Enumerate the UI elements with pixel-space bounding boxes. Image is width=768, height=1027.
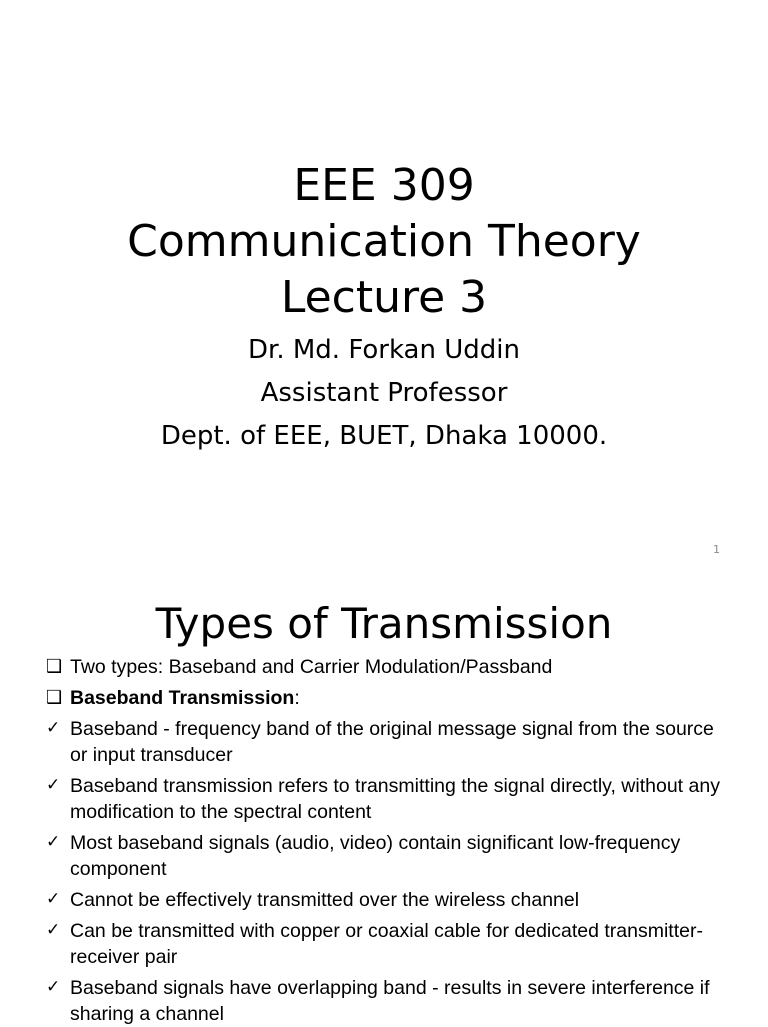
author-affiliation: Dept. of EEE, BUET, Dhaka 10000. xyxy=(160,421,608,451)
check-icon: ✓ xyxy=(46,920,61,940)
list-item: ✓ Baseband - frequency band of the original message signal from the source or input transducer xyxy=(46,718,714,766)
check-icon: ✓ xyxy=(46,977,61,997)
list-item: ✓ Baseband signals have overlapping band - results in severe interference if sharing a channel xyxy=(46,977,710,1025)
section-heading: Baseband Transmission xyxy=(70,687,295,709)
slide-number: 1 xyxy=(713,543,720,556)
list-item: ✓ Can be transmitted with copper or coaxial cable for dedicated transmitter-receiver pair xyxy=(46,920,703,968)
content-slide xyxy=(0,576,768,1024)
author-position: Assistant Professor xyxy=(260,378,508,408)
check-icon: ✓ xyxy=(46,718,61,738)
list-item: ❑ Baseband Transmission: xyxy=(46,687,300,709)
list-item: ✓ Most baseband signals (audio, video) contain significant low-frequency component xyxy=(46,832,681,880)
box-icon: ❑ xyxy=(46,687,63,708)
lecture-number: Lecture 3 xyxy=(280,272,488,323)
check-icon: ✓ xyxy=(46,889,61,909)
course-title: Communication Theory xyxy=(127,216,641,267)
slide-title: Types of Transmission xyxy=(155,599,613,648)
bullet-list xyxy=(46,654,728,1027)
list-item: ✓ Cannot be effectively transmitted over the wireless channel xyxy=(46,889,580,911)
course-code: EEE 309 xyxy=(293,160,475,211)
check-icon: ✓ xyxy=(46,832,61,852)
list-item: ✓ Baseband transmission refers to transmitting the signal directly, without any modification to the spectral content xyxy=(46,775,720,823)
list-item: ❑ Two types: Baseband and Carrier Modulation/Passband xyxy=(46,656,553,678)
author-name: Dr. Md. Forkan Uddin xyxy=(248,335,520,365)
box-icon: ❑ xyxy=(46,656,63,677)
check-icon: ✓ xyxy=(46,775,61,795)
